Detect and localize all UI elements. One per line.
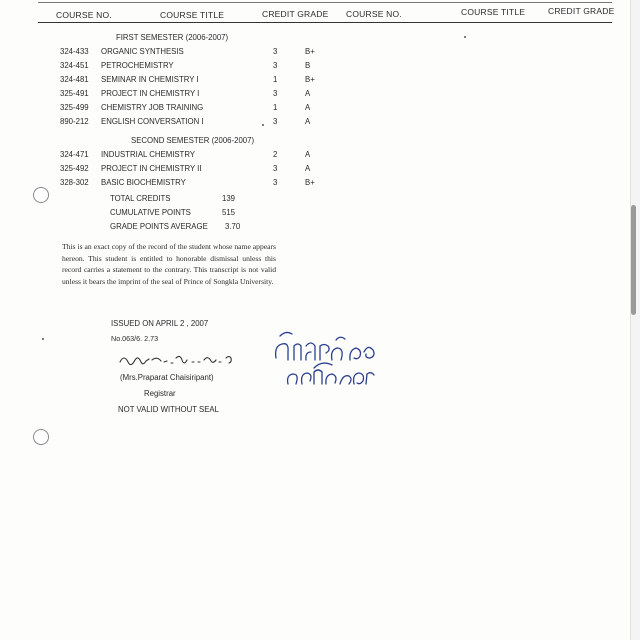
course-grade: A xyxy=(305,150,311,159)
header-credit-grade-2: CREDIT GRADE xyxy=(548,6,615,16)
course-code: 328-302 xyxy=(60,178,89,187)
handwritten-certification xyxy=(268,328,398,398)
total-credits-value: 139 xyxy=(222,194,236,203)
stray-mark xyxy=(464,36,466,38)
course-credit: 3 xyxy=(273,117,278,126)
handwritten-note-line2 xyxy=(288,392,294,393)
course-title: INDUSTRIAL CHEMISTRY xyxy=(101,150,196,159)
course-code: 324-451 xyxy=(60,61,89,70)
course-credit: 3 xyxy=(273,89,278,98)
scrollbar-thumb[interactable] xyxy=(631,205,636,315)
stray-mark xyxy=(42,338,44,340)
course-code: 890-212 xyxy=(60,117,89,126)
header-course-title: COURSE TITLE xyxy=(160,10,225,20)
course-grade: A xyxy=(305,89,311,98)
course-title: SEMINAR IN CHEMISTRY I xyxy=(101,75,199,84)
course-code: 325-491 xyxy=(60,89,89,98)
registrar-title: Registrar xyxy=(144,389,176,398)
course-row xyxy=(0,178,640,190)
course-title: BASIC BIOCHEMISTRY xyxy=(101,178,186,187)
header-course-no: COURSE NO. xyxy=(56,10,112,20)
stray-mark xyxy=(262,124,264,126)
course-row xyxy=(0,89,640,101)
course-title: CHEMISTRY JOB TRAINING xyxy=(101,103,204,112)
punch-hole-upper xyxy=(33,187,49,203)
registrar-signature xyxy=(118,350,278,370)
course-code: 325-499 xyxy=(60,103,89,112)
course-title: ENGLISH CONVERSATION I xyxy=(101,117,204,126)
course-title: PROJECT IN CHEMISTRY II xyxy=(101,164,202,173)
first-semester-heading: FIRST SEMESTER (2006-2007) xyxy=(116,33,229,42)
header-course-no-2: COURSE NO. xyxy=(346,9,402,19)
course-row xyxy=(0,47,640,59)
cumulative-points-label: CUMULATIVE POINTS xyxy=(110,208,191,217)
course-credit: 2 xyxy=(273,150,278,159)
course-title: ORGANIC SYNTHESIS xyxy=(101,47,184,56)
registrar-name: (Mrs.Praparat Chaisiripant) xyxy=(120,373,214,382)
course-row xyxy=(0,75,640,87)
course-grade: B+ xyxy=(305,178,315,187)
course-credit: 1 xyxy=(273,75,278,84)
course-code: 324-471 xyxy=(60,150,89,159)
course-grade: A xyxy=(305,117,311,126)
course-credit: 3 xyxy=(273,164,278,173)
course-credit: 1 xyxy=(273,103,278,112)
header-credit-grade: CREDIT GRADE xyxy=(262,9,329,19)
second-semester-heading: SECOND SEMESTER (2006-2007) xyxy=(131,136,255,145)
course-grade: B xyxy=(305,61,311,70)
course-title: PETROCHEMISTRY xyxy=(101,61,174,70)
course-grade: A xyxy=(305,103,311,112)
header-divider xyxy=(38,22,612,23)
course-row xyxy=(0,103,640,115)
transcript-statement: This is an exact copy of the record of the student whose name appears hereon. This student is entitled to honorable dismissal unless this record carries a statement to the contrary. This transcript is not valid unless it bears the imprint of the seal of Prince of Songkla University. xyxy=(62,242,276,286)
gpa-label: GRADE POINTS AVERAGE xyxy=(110,222,208,231)
seal-notice: NOT VALID WITHOUT SEAL xyxy=(118,405,219,414)
course-code: 324-433 xyxy=(60,47,89,56)
course-grade: B+ xyxy=(305,75,315,84)
course-grade: B+ xyxy=(305,47,315,56)
issued-date: ISSUED ON APRIL 2 , 2007 xyxy=(111,319,209,328)
course-credit: 3 xyxy=(273,47,278,56)
gpa-value: 3.70 xyxy=(225,222,241,231)
course-credit: 3 xyxy=(273,178,278,187)
top-border-line xyxy=(38,2,612,3)
course-code: 324-481 xyxy=(60,75,89,84)
header-course-title-2: COURSE TITLE xyxy=(461,7,526,17)
course-code: 325-492 xyxy=(60,164,89,173)
course-credit: 3 xyxy=(273,61,278,70)
course-row xyxy=(0,61,640,73)
page-edge xyxy=(630,0,640,640)
cumulative-points-value: 515 xyxy=(222,208,236,217)
total-credits-label: TOTAL CREDITS xyxy=(110,194,171,203)
reference-number: No.063/6. 2.73 xyxy=(111,334,159,343)
course-row xyxy=(0,164,640,176)
course-grade: A xyxy=(305,164,311,173)
punch-hole-lower xyxy=(33,429,49,445)
course-row xyxy=(0,117,640,129)
course-row xyxy=(0,150,640,162)
course-title: PROJECT IN CHEMISTRY I xyxy=(101,89,200,98)
